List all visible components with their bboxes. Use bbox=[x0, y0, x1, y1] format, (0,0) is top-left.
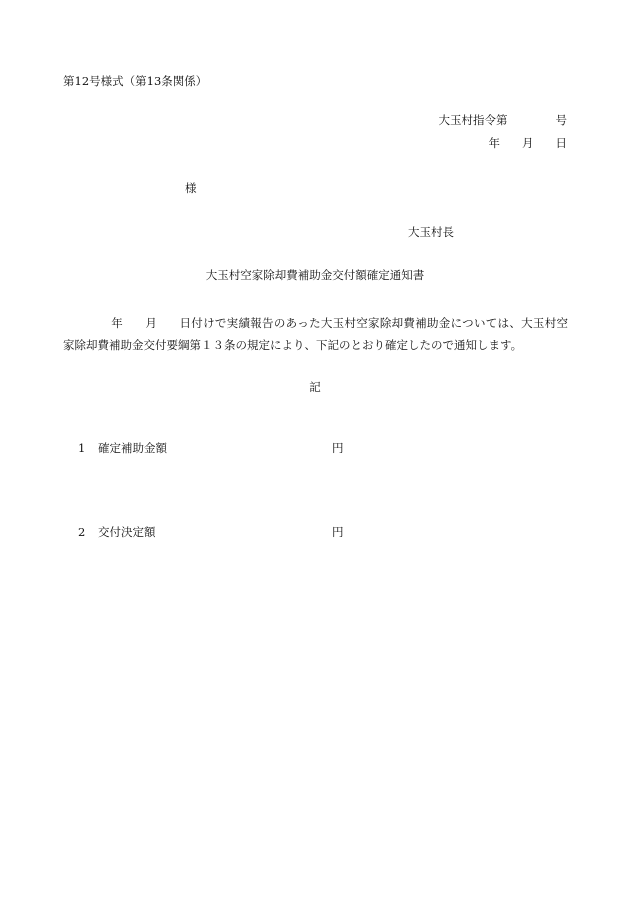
note-mark: 記 bbox=[309, 380, 321, 394]
body-year: 年 bbox=[111, 316, 124, 330]
item-unit: 円 bbox=[332, 441, 344, 455]
issue-date bbox=[489, 136, 568, 150]
item-number: 2 bbox=[78, 525, 86, 539]
item-label: 確定補助金額 bbox=[98, 441, 167, 455]
form-number: 第12号様式（第13条関係） bbox=[63, 74, 208, 88]
recipient-honorific: 様 bbox=[185, 181, 197, 195]
list-item bbox=[78, 525, 344, 539]
item-unit: 円 bbox=[332, 525, 344, 539]
item-number: 1 bbox=[78, 441, 86, 455]
document-title: 大玉村空家除却費補助金交付額確定通知書 bbox=[205, 268, 425, 282]
body-month: 月 bbox=[145, 316, 158, 330]
reference-suffix: 号 bbox=[555, 113, 567, 127]
body-text: 日付けで実績報告のあった大玉村空家除却費補助金については、大玉村空家除却費補助金交付要綱第１３条の規定により、下記のとおり確定したので通知します。 bbox=[63, 316, 569, 352]
item-label: 交付決定額 bbox=[98, 525, 156, 539]
date-month: 月 bbox=[522, 136, 534, 150]
list-item bbox=[78, 441, 344, 455]
date-day: 日 bbox=[555, 136, 567, 150]
date-year: 年 bbox=[488, 136, 500, 150]
sender-name: 大玉村長 bbox=[408, 225, 454, 239]
body-paragraph bbox=[63, 312, 568, 356]
reference-number bbox=[439, 113, 568, 127]
reference-prefix: 大玉村指令第 bbox=[438, 113, 508, 127]
